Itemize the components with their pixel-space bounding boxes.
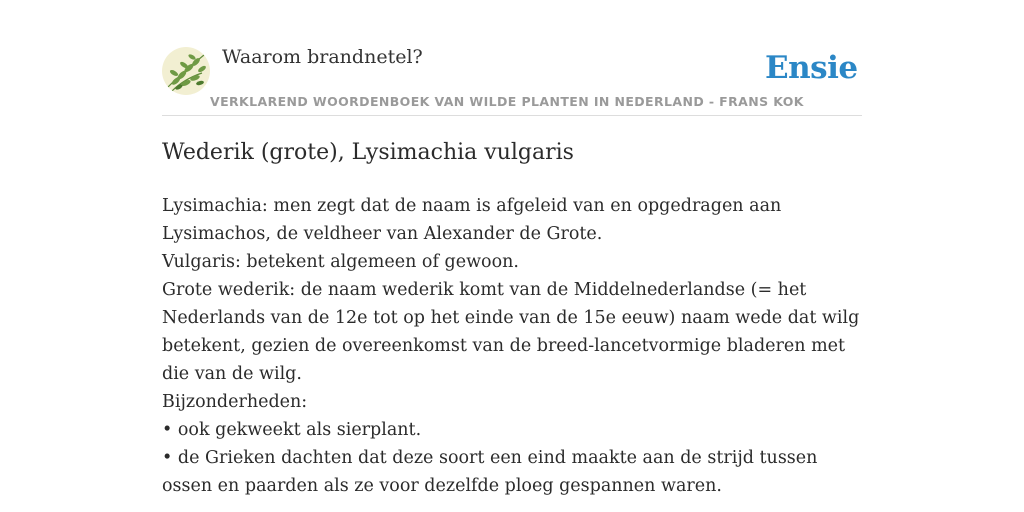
- entry-title: Wederik (grote), Lysimachia vulgaris: [162, 140, 574, 165]
- entry-paragraph: Grote wederik: de naam wederik komt van de Middelnederlandse (= het Nederlands van de 12e tot op het einde van de 15e eeuw) naam wede dat wilg betekent, gezien de overeenkomst van de breed-lancetvormige bladeren met die van de wilg.: [162, 280, 860, 384]
- entry-paragraph: Lysimachia: men zegt dat de naam is afgeleid van en opgedragen aan Lysimachos, de veldheer van Alexander de Grote.: [162, 196, 782, 244]
- entry-paragraph: Bijzonderheden:: [162, 392, 308, 412]
- brand-logo[interactable]: Ensie: [765, 50, 858, 86]
- entry-list-item: • ook gekweekt als sierplant.: [162, 420, 422, 440]
- site-title[interactable]: Waarom brandnetel?: [222, 46, 423, 68]
- plant-leaves-icon: [162, 47, 210, 95]
- header-divider: [162, 115, 862, 116]
- entry-list-item: • de Grieken dachten dat deze soort een eind maakte aan de strijd tussen ossen en paarden als ze voor dezelfde ploeg gespannen waren.: [162, 448, 818, 496]
- avatar[interactable]: [162, 47, 210, 95]
- entry-body: [162, 192, 862, 500]
- source-subtitle[interactable]: VERKLAREND WOORDENBOEK VAN WILDE PLANTEN IN NEDERLAND - FRANS KOK: [210, 94, 804, 109]
- entry-paragraph: Vulgaris: betekent algemeen of gewoon.: [162, 252, 519, 272]
